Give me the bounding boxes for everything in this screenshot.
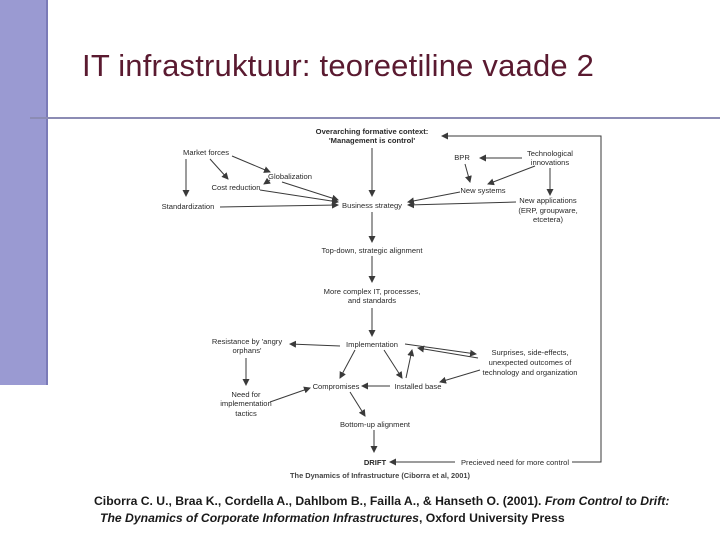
edge-need-to-compromises (270, 388, 310, 402)
node-more-complex-it: More complex IT, processes, (323, 287, 421, 296)
node-installed-base: Installed base (394, 382, 442, 391)
node-technological-innovations: innovations (530, 158, 570, 167)
citation-authors: Ciborra C. U., Braa K., Cordella A., Dahlbom B., Failla A., & Hanseth O. (2001). (94, 494, 545, 508)
node-new-applications: etcetera) (533, 215, 563, 224)
node-compromises: Compromises (312, 382, 360, 391)
node-resistance: orphans' (232, 346, 262, 355)
node-context: Overarching formative context: (315, 127, 429, 136)
decorative-side-bar-edge (46, 0, 48, 385)
svg-text:The Dynamics of Infrastructure: The Dynamics of Infrastructure (Ciborra et al, 2001) (290, 471, 470, 480)
node-resistance: Resistance by 'angry (211, 337, 283, 346)
node-perceived-need: Precieved need for more control (460, 458, 570, 467)
citation-title-part2: The Dynamics of Corporate Information Infrastructures (100, 511, 419, 525)
node-surprises: Surprises, side-effects, (491, 348, 569, 357)
node-more-complex-it: and standards (347, 296, 397, 305)
node-drift: DRIFT (363, 458, 387, 467)
edge-implementation-to-resistance (290, 344, 340, 346)
edge-bpr-to-newsystems (465, 164, 470, 182)
edge-installedbase-to-implementation (406, 350, 412, 378)
citation-title-part1: From Control to Drift: (544, 494, 670, 508)
node-market-forces: Market forces (183, 148, 229, 157)
node-new-applications: New applications (519, 196, 577, 205)
node-new-applications: (ERP, groupware, (518, 206, 578, 215)
edge-surprises-to-installedbase (440, 370, 480, 382)
edge-standardization-to-strategy (220, 205, 338, 207)
node-bottomup-alignment: Bottom-up alignment (339, 420, 411, 429)
edge-newapps-to-strategy (408, 202, 516, 205)
node-implementation: Implementation (346, 340, 398, 349)
node-need-for-tactics: tactics (235, 409, 257, 418)
edge-implementation-to-surprises (405, 344, 476, 354)
diagram-caption (150, 468, 610, 482)
node-cost-reduction: Cost reduction (211, 183, 261, 192)
edge-compromises-to-bottomup (350, 392, 365, 416)
slide-title: IT infrastruktuur: teoreetiline vaade 2 (82, 48, 595, 83)
edge-feedback-loop (442, 136, 601, 462)
node-technological-innovations: Technological (526, 149, 574, 158)
node-new-systems: New systems (460, 186, 506, 195)
citation-publisher: , Oxford University Press (418, 511, 565, 525)
node-bpr: BPR (454, 153, 470, 162)
edge-market-to-globalization (232, 156, 270, 172)
edge-tech-to-newsystems (488, 166, 535, 184)
node-standardization: Standardization (161, 202, 215, 211)
node-need-for-tactics: implementation (220, 399, 272, 408)
node-globalization: Globalization (268, 172, 312, 181)
title-divider (30, 117, 720, 119)
node-surprises: unexpected outcomes of (488, 358, 572, 367)
node-topdown-alignment: Top-down, strategic alignment (321, 246, 423, 255)
node-business-strategy: Business strategy (342, 201, 402, 210)
node-context: 'Management is control' (328, 136, 416, 145)
citation (94, 493, 704, 527)
decorative-side-bar (0, 0, 46, 385)
infrastructure-dynamics-diagram (150, 122, 610, 467)
edge-implementation-to-compromises (340, 350, 355, 378)
edge-market-to-cost (210, 159, 228, 179)
node-need-for-tactics: Need for (231, 390, 261, 399)
node-surprises: technology and organization (482, 368, 578, 377)
edge-implementation-to-installedbase (384, 350, 402, 378)
edge-newsystems-to-strategy (408, 192, 460, 202)
